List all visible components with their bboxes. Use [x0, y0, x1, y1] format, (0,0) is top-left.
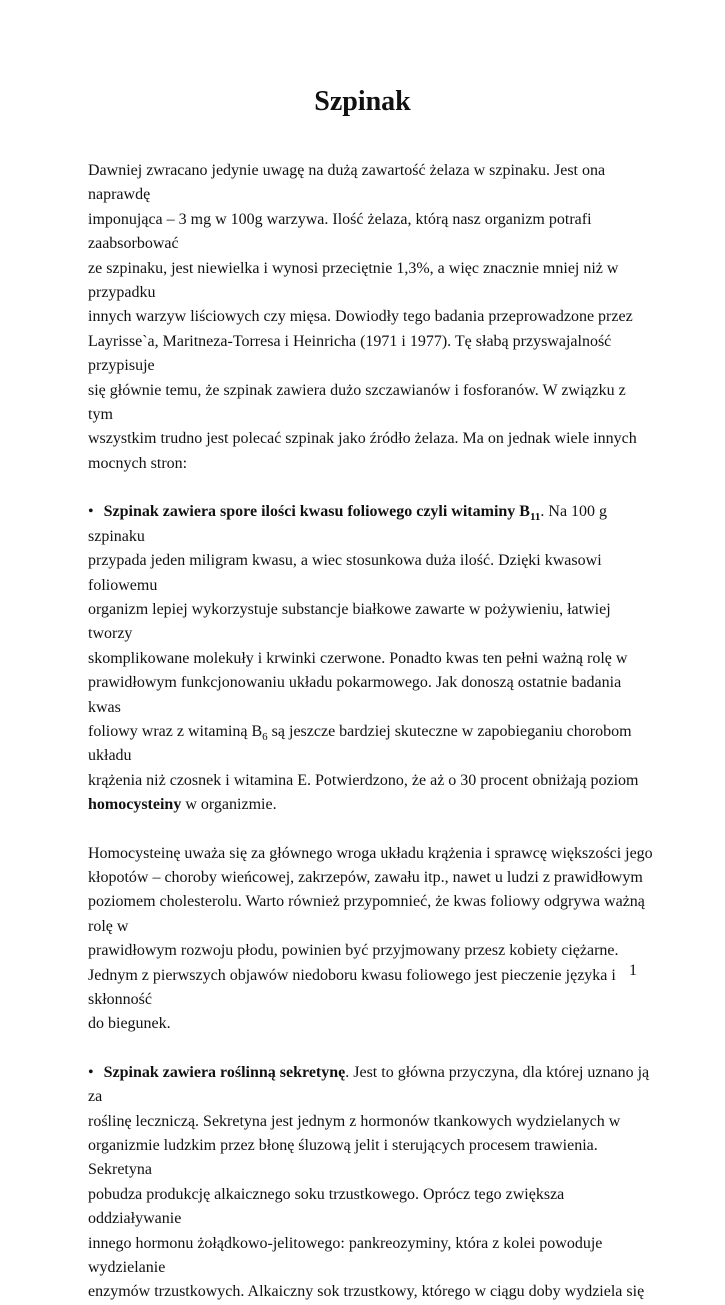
folic-acid-line: prawidłowym funkcjonowaniu układu pokarmowego. Jak donoszą ostatnie badania kwas — [88, 674, 622, 716]
folic-acid-heading: Szpinak zawiera spore ilości kwasu foliowego czyli witaminy $B_{11}$ — [103, 503, 541, 524]
page-number: 1 — [629, 962, 637, 979]
folic-acid-line: skomplikowane molekuły i krwinki czerwone. Ponadto kwas ten pełni ważną rolę w — [88, 649, 628, 667]
intro-line: się głównie temu, że szpinak zawiera dużo szczawianów i fosforanów. W związku z tym — [88, 381, 626, 424]
secretin-line: pobudza produkcję alkaicznego soku trzustkowego. Oprócz tego zwiększa oddziaływanie — [88, 1185, 565, 1228]
homocysteine-line: kłopotów – choroby wieńcowej, zakrzepów, zawału itp., nawet u ludzi z prawidłowym — [88, 868, 643, 886]
secretin-line: roślinę leczniczą. Sekretyna jest jednym z hormonów tkankowych wydzielanych w — [88, 1112, 621, 1130]
folic-acid-line: krążenia niż czosnek i witamina E. Potwierdzono, że aż o 30 procent obniżają poziom — [88, 771, 639, 789]
homocysteine-term: homocysteiny — [88, 796, 182, 814]
folic-acid-line: przypada jeden miligram kwasu, a wiec stosunkowa duża ilość. Dzięki kwasowi foliowemu — [88, 552, 602, 594]
secretin-line: organizmie ludzkim przez błonę śluzową jelit i sterujących procesem trawienia. Sekretyna — [88, 1137, 598, 1179]
intro-line: ze szpinaku, jest niewielka i wynosi przeciętnie 1,3%, a więc znacznie mniej niż w przypadku — [88, 259, 619, 302]
homocysteine-line: Homocysteinę uważa się za głównego wroga układu krążenia i sprawcę większości jego — [88, 844, 653, 862]
folic-acid-line: organizm lepiej wykorzystuje substancje białkowe zawarte w pożywieniu, łatwiej tworzy — [88, 600, 611, 643]
folic-acid-b6-line: foliowy wraz z witaminą $B_6$ są jeszcze bardziej skuteczne w zapobieganiu chorobom układu — [88, 722, 632, 765]
secretin-line: innego hormonu żołądkowo-jelitowego: pankreozyminy, która z kolei powoduje wydzielanie — [88, 1234, 603, 1277]
homocysteine-line: Jednym z pierwszych objawów niedoboru kwasu foliowego jest pieczenie języka i skłonność — [88, 966, 616, 1008]
intro-line: innych warzyw liściowych czy mięsa. Dowiodły tego badania przeprowadzone przez — [88, 308, 633, 326]
document-body — [88, 159, 654, 1305]
intro-line: mocnych stron: — [88, 454, 188, 472]
folic-acid-heading-line: • Szpinak zawiera spore ilości kwasu foliowego czyli witaminy $B_{11}$. Na 100 g szpinaku — [88, 503, 608, 545]
document-title: Szpinak — [314, 86, 411, 117]
secretin-heading-line: • Szpinak zawiera roślinną sekretynę. Jest to główna przyczyna, dla której uznano ją za — [88, 1063, 650, 1106]
homocysteine-line: do biegunek. — [88, 1015, 171, 1033]
homocysteine-line: prawidłowym rozwoju płodu, powinien być przyjmowany przesz kobiety ciężarne. — [88, 942, 619, 960]
bullet: • — [88, 503, 94, 521]
secretin-heading: Szpinak zawiera roślinną sekretynę — [103, 1063, 346, 1081]
intro-line: Layrisse`a, Maritneza-Torresa i Heinricha (1971 i 1977). Tę słabą przyswajalność przypisuje — [88, 332, 612, 375]
intro-line: Dawniej zwracano jedynie uwagę na dużą zawartość żelaza w szpinaku. Jest ona naprawdę — [88, 162, 606, 204]
bullet: • — [88, 1063, 94, 1081]
secretin-line: enzymów trzustkowych. Alkaiczny sok trzustkowy, którego w ciągu doby wydziela się — [88, 1283, 645, 1301]
intro-line: wszystkim trudno jest polecać szpinak jako źródło żelaza. Ma on jednak wiele innych — [88, 430, 637, 448]
homocysteine-line: poziomem cholesterolu. Warto również przypomnieć, że kwas foliowy odgrywa ważną rolę w — [88, 893, 645, 935]
intro-line: imponująca – 3 mg w 100g warzywa. Ilość żelaza, którą nasz organizm potrafi zaabsorbować — [88, 210, 592, 253]
folic-acid-line: homocysteiny w organizmie. — [88, 796, 277, 814]
